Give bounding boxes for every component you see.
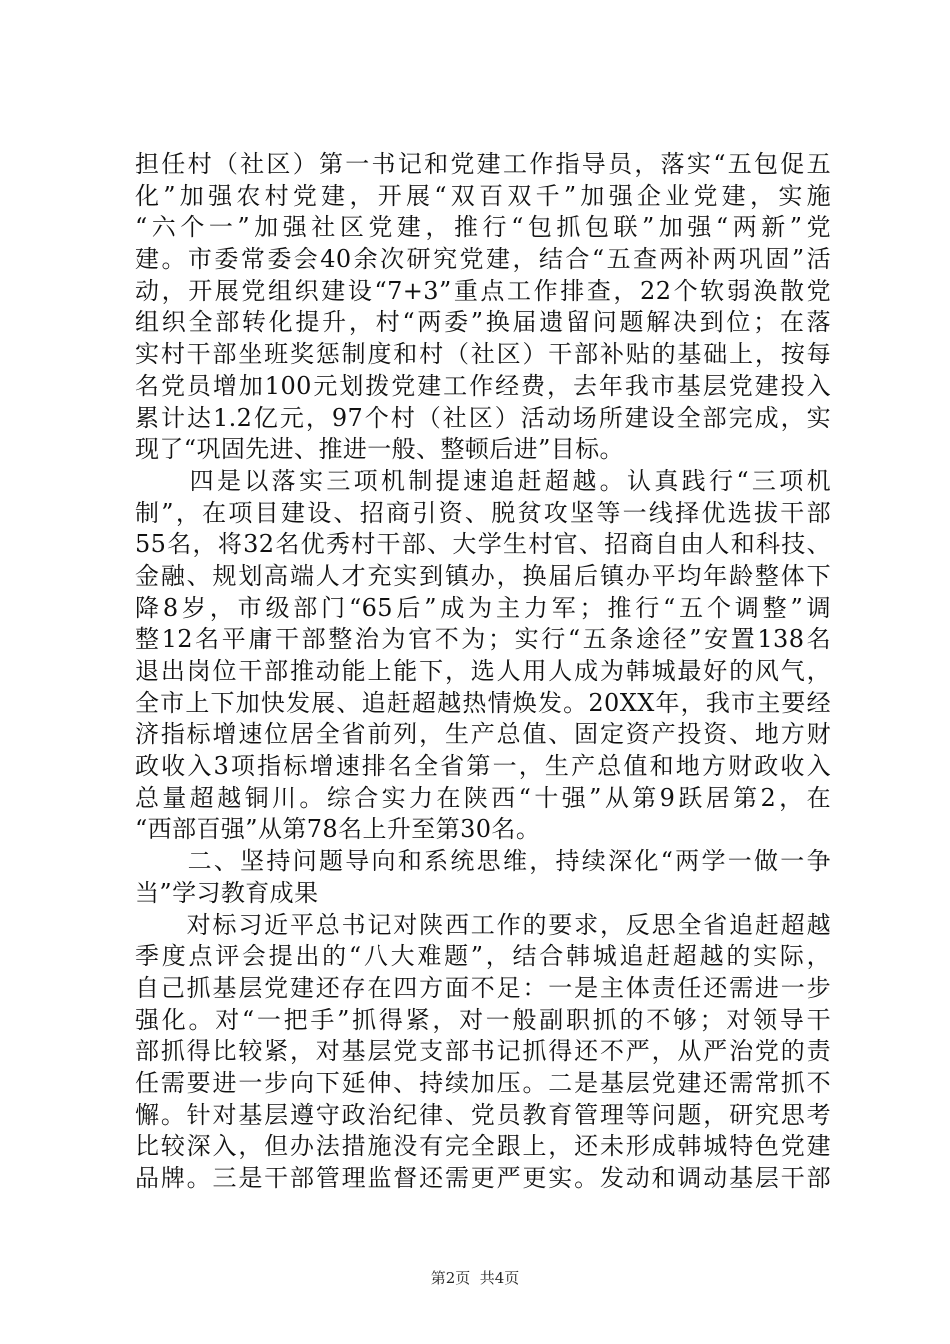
text-line: 动，开展党组织建设“7+3”重点工作排查，22个软弱涣散党 — [135, 276, 831, 305]
text-line: 组织全部转化提升，村“两委”换届遗留问题解决到位；在落 — [135, 308, 831, 337]
text-line: 化”加强农村党建，开展“双百双千”加强企业党建，实施 — [135, 181, 831, 210]
text-line: 退出岗位干部推动能上能下，选人用人成为韩城最好的风气， — [135, 657, 831, 685]
text-line: 名党员增加100元划拨党建工作经费，去年我市基层党建投入 — [135, 371, 831, 400]
text-line: 部抓得比较紧，对基层党支部书记抓得还不严，从严治党的责 — [135, 1037, 831, 1066]
text-line: 品牌。三是干部管理监督还需更严更实。发动和调动基层干部 — [135, 1164, 831, 1192]
text-line: 四是以落实三项机制提速追赶超越。认真践行“三项机 — [135, 466, 831, 495]
paragraph-last-line: “西部百强”从第78名上升至第30名。 — [135, 815, 541, 844]
text-line: 比较深入，但办法措施没有完全跟上，还未形成韩城特色党建 — [135, 1132, 831, 1161]
text-line: “六个一”加强社区党建，推行“包抓包联”加强“两新”党 — [135, 213, 831, 242]
text-line: 济指标增速位居全省前列，生产总值、固定资产投资、地方财 — [135, 720, 831, 749]
text-line: 累计达1.2亿元，97个村（社区）活动场所建设全部完成，实 — [135, 403, 831, 432]
text-line: 对标习近平总书记对陕西工作的要求，反思全省追赶超越 — [135, 910, 831, 939]
text-line: 降8岁，市级部门“65后”成为主力军；推行“五个调整”调 — [135, 593, 831, 622]
text-line: 实村干部坐班奖惩制度和村（社区）干部补贴的基础上，按每 — [135, 340, 831, 369]
text-line: 强化。对“一把手”抓得紧，对一般副职抓的不够；对领导干 — [135, 1005, 831, 1034]
page-indicator: 第2页 共4页 — [430, 1269, 520, 1287]
text-line: 金融、规划高端人才充实到镇办，换届后镇办平均年龄整体下 — [135, 561, 831, 590]
text-line: 担任村（社区）第一书记和党建工作指导员，落实“五包促五 — [135, 150, 831, 178]
text-line: 任需要进一步向下延伸、持续加压。二是基层党建还需常抓不 — [135, 1068, 831, 1097]
text-line: 全市上下加快发展、追赶超越热情焕发。20XX年，我市主要经 — [135, 688, 831, 717]
text-line: 季度点评会提出的“八大难题”，结合韩城追赶超越的实际， — [135, 942, 831, 971]
section-heading-line: 二、坚持问题导向和系统思维，持续深化“两学一做一争 — [135, 847, 831, 876]
text-line: 制”，在项目建设、招商引资、脱贫攻坚等一线择优选拔干部 — [135, 498, 831, 527]
text-line: 整12名平庸干部整治为官不为；实行“五条途径”安置138名 — [135, 625, 831, 654]
text-line: 55名，将32名优秀村干部、大学生村官、招商自由人和科技、 — [135, 530, 831, 559]
text-line: 总量超越铜川。综合实力在陕西“十强”从第9跃居第2，在 — [135, 783, 831, 812]
text-line: 建。市委常委会40余次研究党建，结合“五查两补两巩固”活 — [135, 245, 831, 274]
section-heading-last-line: 当”学习教育成果 — [135, 878, 319, 907]
text-line: 懈。针对基层遵守政治纪律、党员教育管理等问题，研究思考 — [135, 1100, 831, 1129]
text-line: 自己抓基层党建还存在四方面不足：一是主体责任还需进一步 — [135, 973, 831, 1002]
document-body — [135, 149, 831, 1195]
page-footer — [0, 1268, 950, 1288]
text-line: 政收入3项指标增速排名全省第一，生产总值和地方财政收入 — [135, 752, 831, 781]
paragraph-last-line: 现了“巩固先进、推进一般、整顿后进”目标。 — [135, 435, 624, 464]
